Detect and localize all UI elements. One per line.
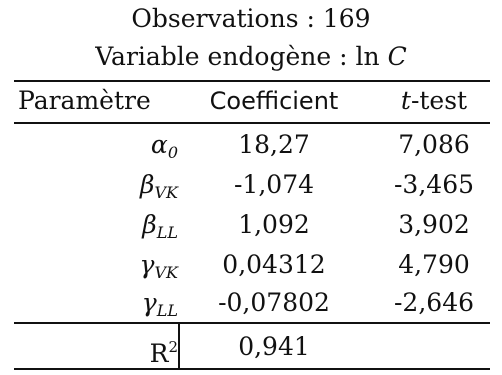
param-symbol: α bbox=[150, 130, 168, 159]
table-row bbox=[14, 164, 490, 206]
param-subscript: 0 bbox=[167, 143, 178, 162]
param-symbol: β bbox=[140, 170, 155, 199]
endogenous-variable-symbol: C bbox=[387, 42, 407, 71]
table-row bbox=[14, 244, 490, 286]
t-value: -2,646 bbox=[393, 288, 475, 317]
r2-symbol: R bbox=[149, 339, 169, 368]
param-subscript: VK bbox=[154, 263, 178, 282]
param-subscript: LL bbox=[156, 301, 178, 320]
header-t-symbol: t bbox=[400, 86, 411, 115]
param-symbol: β bbox=[142, 210, 157, 239]
endogenous-variable-caption bbox=[0, 42, 502, 72]
r2-top-rule bbox=[14, 322, 490, 324]
header-coefficient: Coefficient bbox=[209, 87, 339, 115]
param-gamma-ll bbox=[14, 282, 178, 332]
t-value: -3,465 bbox=[393, 170, 475, 199]
observations-caption: Observations : 169 bbox=[131, 4, 371, 33]
table-header-row bbox=[14, 80, 490, 122]
r2-row bbox=[14, 326, 490, 368]
param-subscript: VK bbox=[154, 183, 178, 202]
t-value: 7,086 bbox=[398, 130, 470, 159]
r2-value: 0,941 bbox=[238, 332, 310, 361]
header-t-test bbox=[378, 80, 490, 122]
coef-value: -1,074 bbox=[233, 170, 315, 199]
table-row bbox=[14, 124, 490, 166]
table-row bbox=[14, 204, 490, 246]
coef-value: -0,07802 bbox=[218, 288, 330, 317]
coef-value: 18,27 bbox=[238, 130, 310, 159]
header-parametre: Paramètre bbox=[18, 86, 151, 115]
param-symbol: γ bbox=[141, 288, 157, 317]
param-subscript: LL bbox=[156, 223, 178, 242]
header-t-suffix: -test bbox=[410, 86, 468, 115]
endogenous-variable-label: Variable endogène : ln bbox=[95, 42, 380, 71]
r2-superscript: 2 bbox=[168, 338, 178, 356]
param-symbol: γ bbox=[139, 250, 155, 279]
t-value: 3,902 bbox=[398, 210, 470, 239]
coef-value: 0,04312 bbox=[222, 250, 326, 279]
coef-value: 1,092 bbox=[238, 210, 310, 239]
t-value: 4,790 bbox=[398, 250, 470, 279]
table-row bbox=[14, 282, 490, 324]
table-bottom-rule bbox=[14, 368, 490, 370]
